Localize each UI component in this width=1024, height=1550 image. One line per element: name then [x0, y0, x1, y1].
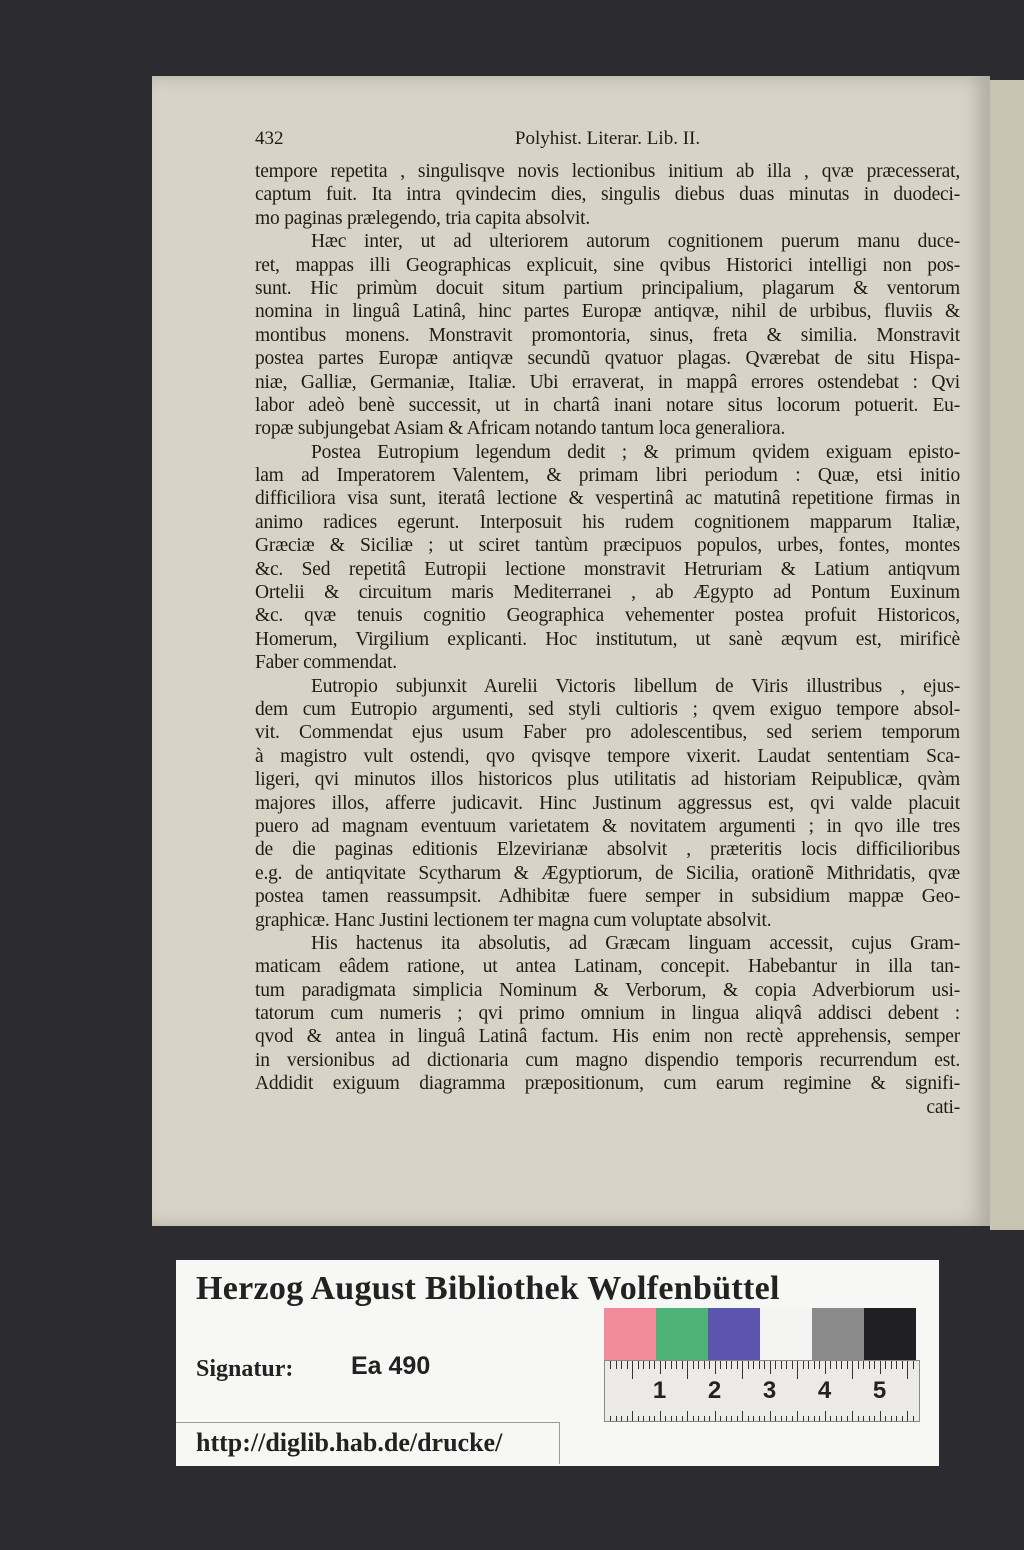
ruler-tick: [643, 1361, 644, 1369]
ruler-tick: [792, 1416, 793, 1421]
ruler-tick: [907, 1361, 908, 1379]
ruler-tick: [687, 1361, 688, 1379]
ruler-tick: [841, 1416, 842, 1421]
ruler-tick: [731, 1416, 732, 1421]
text-line: sunt. Hic primùm docuit situm partium principalium, plagarum & ventorum: [255, 277, 960, 299]
ruler-tick: [852, 1361, 853, 1379]
ruler-tick: [836, 1416, 837, 1421]
ruler-tick: [764, 1416, 765, 1421]
ruler-tick: [748, 1416, 749, 1421]
text-line: &c. qvæ tenuis cognitio Geographica vehementer postea profuit Historicos,: [255, 605, 960, 627]
text-line: de die paginas editionis Elzevirianæ absolvit , præteritis locis difficilioribus: [255, 839, 960, 861]
library-label-card: [176, 1260, 939, 1466]
ruler-tick: [621, 1416, 622, 1421]
ruler-tick: [726, 1416, 727, 1421]
text-line: &c. Sed repetitâ Eutropii lectione monstravit Hetruriam & Latium antiqvum: [255, 558, 960, 580]
text-line: à magistro vult ostendi, qvo qvisqve tempore vixerit. Laudat sententiam Sca-: [255, 745, 960, 767]
ruler-tick: [643, 1416, 644, 1421]
ruler-number: 1: [652, 1377, 667, 1404]
ruler-tick: [654, 1361, 655, 1369]
ruler-tick: [742, 1361, 743, 1379]
text-line: His hactenus ita absolutis, ad Græcam linguam accessit, cujus Gram-: [311, 932, 960, 954]
ruler-tick: [632, 1361, 633, 1379]
ruler-tick: [665, 1416, 666, 1421]
ruler-tick: [781, 1416, 782, 1421]
text-line: tum paradigmata simplicia Nominum & Verborum, & copia Adverbiorum usi-: [255, 979, 960, 1001]
ruler-tick: [660, 1361, 661, 1374]
text-line: ligeri, qvi minutos illos historicos plus utilitatis ad historiam Reipublicæ, qvàm: [255, 769, 960, 791]
text-line: Addidit exiguum diagramma præpositionum, cum earum regimine & signifi-: [255, 1073, 960, 1095]
ruler-tick: [836, 1361, 837, 1369]
ruler-tick: [654, 1416, 655, 1421]
ruler-tick: [786, 1361, 787, 1369]
ruler-tick: [715, 1411, 716, 1421]
text-line: Ortelii & circuitum maris Mediterranei , ab Ægypto ad Pontum Euxinum: [255, 582, 960, 604]
running-head: Polyhist. Literar. Lib. II.: [514, 128, 701, 149]
ruler-number: 4: [817, 1377, 832, 1404]
text-line: Homerum, Virgilium explicanti. Hoc institutum, ut sanè æqvum est, mirificè: [255, 628, 960, 650]
text-line: maticam eâdem ratione, ut antea Latinam, concepit. Habebantur in illa tan-: [255, 956, 960, 978]
ruler-tick: [902, 1416, 903, 1421]
text-line: tempore repetita , singulisqve novis lectionibus initium ab illa , qvæ præcesserat,: [255, 161, 960, 182]
ruler-tick: [885, 1416, 886, 1421]
ruler-tick: [759, 1361, 760, 1369]
ruler-tick: [709, 1361, 710, 1369]
text-line: tatorum cum numeris ; qvi primo omnium in lingua aliqvâ addisci debent :: [255, 1003, 960, 1025]
ruler-tick: [880, 1411, 881, 1421]
ruler-tick: [616, 1361, 617, 1369]
ruler-tick: [863, 1361, 864, 1369]
ruler-tick: [693, 1416, 694, 1421]
text-line: Faber commendat.: [255, 652, 397, 674]
ruler-number: 5: [872, 1377, 887, 1404]
ruler-tick: [825, 1361, 826, 1374]
ruler-tick: [698, 1416, 699, 1421]
ruler-tick: [803, 1361, 804, 1369]
ruler-tick: [786, 1416, 787, 1421]
ruler-tick: [671, 1416, 672, 1421]
ruler-tick: [649, 1361, 650, 1369]
text-line: postea tamen reassumpsit. Adhibitæ fuere semper in subsidium mappæ Geo-: [255, 886, 960, 908]
ruler-tick: [913, 1361, 914, 1369]
text-line: captum fuit. Ita intra qvindecim dies, singulis diebus duas minutas in duodeci-: [255, 184, 960, 206]
ruler-tick: [781, 1361, 782, 1369]
ruler-tick: [764, 1361, 765, 1369]
text-line: animo radices egerunt. Interposuit his rudem cognitionem mapparum Italiæ,: [255, 511, 960, 533]
ruler-tick: [847, 1361, 848, 1369]
ruler-tick: [896, 1416, 897, 1421]
ruler-tick: [737, 1361, 738, 1369]
ruler-tick: [742, 1411, 743, 1421]
ruler-tick: [616, 1416, 617, 1421]
text-line: montibus monens. Monstravit promontoria, sinus, freta & similia. Monstravit: [255, 324, 960, 346]
text-line: majores illos, afferre judicavit. Hinc Justinum aggressus est, qvi valde placuit: [255, 792, 960, 814]
color-patch: [708, 1308, 760, 1360]
ruler-tick: [819, 1416, 820, 1421]
ruler-tick: [830, 1361, 831, 1369]
ruler-number: 2: [707, 1377, 722, 1404]
ruler-tick: [863, 1416, 864, 1421]
text-line: nomina in linguâ Latinâ, hinc partes Europæ antiqvæ, nihil de urbibus, fluviis &: [255, 301, 960, 323]
text-line: e.g. de antiqvitate Scytharum & Ægyptiorum, de Sicilia, orationẽ Mithridatis, qvæ: [255, 862, 960, 884]
text-line: postea partes Europæ antiqvæ secundũ qvatuor plagas. Qværebat de situ Hispa-: [255, 348, 960, 370]
text-line: puero ad magnam eventuum varietatem & novitatem argumenti ; in qvo ille tres: [255, 815, 960, 837]
ruler-tick: [638, 1361, 639, 1369]
text-line: vit. Commendat ejus usum Faber pro adolescentibus, sed seriem temporum: [255, 722, 960, 744]
ruler-tick: [720, 1416, 721, 1421]
library-url: http://diglib.hab.de/drucke/: [176, 1422, 560, 1464]
ruler-tick: [682, 1416, 683, 1421]
text-line: labor adeò benè successit, ut in chartâ inani notare situs locorum potuerit. Eu-: [255, 394, 960, 416]
text-line: ropæ subjungebat Asiam & Africam notando tantum loca generaliora.: [255, 418, 786, 440]
ruler-tick: [770, 1411, 771, 1421]
measurement-ruler: [604, 1360, 920, 1422]
ruler-tick: [814, 1416, 815, 1421]
ruler-tick: [632, 1411, 633, 1421]
ruler-tick: [896, 1361, 897, 1369]
ruler-tick: [753, 1361, 754, 1369]
text-line: difficiliora visa sunt, iteratâ lectione & vespertinâ ac matutinâ repetitione firmas in: [255, 488, 960, 510]
ruler-tick: [676, 1416, 677, 1421]
ruler-tick: [797, 1361, 798, 1379]
ruler-tick: [737, 1416, 738, 1421]
ruler-tick: [704, 1361, 705, 1369]
ruler-tick: [775, 1416, 776, 1421]
ruler-tick: [676, 1361, 677, 1369]
ruler-tick: [858, 1361, 859, 1369]
ruler-tick: [671, 1361, 672, 1369]
ruler-tick: [775, 1361, 776, 1369]
adjacent-page-edge: [990, 80, 1024, 1230]
ruler-tick: [902, 1361, 903, 1369]
ruler-tick: [792, 1361, 793, 1369]
ruler-tick: [803, 1416, 804, 1421]
ruler-tick: [682, 1361, 683, 1369]
ruler-tick: [665, 1361, 666, 1369]
ruler-tick: [748, 1361, 749, 1369]
color-patch: [812, 1308, 864, 1360]
ruler-tick: [885, 1361, 886, 1369]
ruler-number: 3: [762, 1377, 777, 1404]
ruler-tick: [759, 1416, 760, 1421]
ruler-tick: [638, 1416, 639, 1421]
ruler-tick: [847, 1416, 848, 1421]
color-patch: [760, 1308, 812, 1360]
ruler-tick: [830, 1416, 831, 1421]
ruler-tick: [891, 1361, 892, 1369]
ruler-tick: [880, 1361, 881, 1374]
ruler-tick: [869, 1361, 870, 1369]
ruler-tick: [814, 1361, 815, 1369]
color-patch: [604, 1308, 656, 1360]
ruler-tick: [627, 1361, 628, 1369]
text-line: lam ad Imperatorem Valentem, & primam libri periodum : Quæ, etsi initio: [255, 465, 960, 487]
ruler-tick: [841, 1361, 842, 1369]
ruler-tick: [726, 1361, 727, 1369]
ruler-tick: [808, 1361, 809, 1369]
ruler-tick: [610, 1361, 611, 1369]
ruler-tick: [819, 1361, 820, 1369]
text-line: Postea Eutropium legendum dedit ; & primum qvidem exiguam episto-: [311, 441, 960, 463]
ruler-tick: [627, 1416, 628, 1421]
ruler-tick: [907, 1411, 908, 1421]
text-line: Hæc inter, ut ad ulteriorem autorum cognitionem puerum manu duce-: [311, 231, 960, 253]
ruler-tick: [687, 1411, 688, 1421]
text-line: dem cum Eutropio argumenti, sed styli cultioris ; qvem exiguo tempore absol-: [255, 698, 960, 720]
ruler-tick: [698, 1361, 699, 1369]
ruler-tick: [770, 1361, 771, 1374]
text-line: qvod & antea in linguâ Latinâ factum. His enim non rectè apprehensis, semper: [255, 1026, 960, 1048]
ruler-tick: [891, 1416, 892, 1421]
text-line: cati-: [926, 1096, 960, 1118]
ruler-tick: [858, 1416, 859, 1421]
ruler-tick: [621, 1361, 622, 1369]
color-patch: [864, 1308, 916, 1360]
ruler-tick: [704, 1416, 705, 1421]
page-header: [255, 128, 960, 152]
ruler-tick: [715, 1361, 716, 1374]
text-line: ret, mappas illi Geographicas explicuit, sine qvibus Historici intelligi non pos-: [255, 254, 960, 276]
ruler-tick: [797, 1411, 798, 1421]
ruler-tick: [874, 1361, 875, 1369]
ruler-tick: [852, 1411, 853, 1421]
text-line: Eutropio subjunxit Aurelii Victoris libellum de Viris illustribus , ejus-: [311, 675, 960, 697]
page-number: 432: [255, 128, 284, 149]
ruler-tick: [869, 1416, 870, 1421]
color-patch: [656, 1308, 708, 1360]
text-line: Græciæ & Siciliæ ; ut sciret tantùm præcipuos populos, urbes, fontes, montes: [255, 535, 960, 557]
ruler-tick: [693, 1361, 694, 1369]
ruler-tick: [720, 1361, 721, 1369]
text-line: mo paginas prælegendo, tria capita absolvit.: [255, 207, 591, 229]
text-line: niæ, Galliæ, Germaniæ, Italiæ. Ubi erraverat, in mappâ errores ostendebat : Qvi: [255, 371, 960, 393]
ruler-tick: [610, 1416, 611, 1421]
ruler-tick: [825, 1411, 826, 1421]
signatur-label: Signatur:: [196, 1356, 294, 1382]
color-calibration-patches: [604, 1308, 916, 1360]
page-body-text: [255, 160, 960, 1119]
ruler-tick: [649, 1416, 650, 1421]
ruler-tick: [874, 1416, 875, 1421]
library-name: Herzog August Bibliothek Wolfenbüttel: [196, 1270, 780, 1307]
ruler-tick: [709, 1416, 710, 1421]
text-line: in versionibus ad dictionaria cum magno dispendio temporis recurrendum est.: [255, 1049, 960, 1071]
ruler-tick: [753, 1416, 754, 1421]
ruler-tick: [731, 1361, 732, 1369]
ruler-tick: [913, 1416, 914, 1421]
text-line: graphicæ. Hanc Justini lectionem ter magna cum voluptate absolvit.: [255, 909, 772, 931]
ruler-tick: [660, 1411, 661, 1421]
ruler-tick: [808, 1416, 809, 1421]
shelfmark: Ea 490: [351, 1352, 431, 1380]
